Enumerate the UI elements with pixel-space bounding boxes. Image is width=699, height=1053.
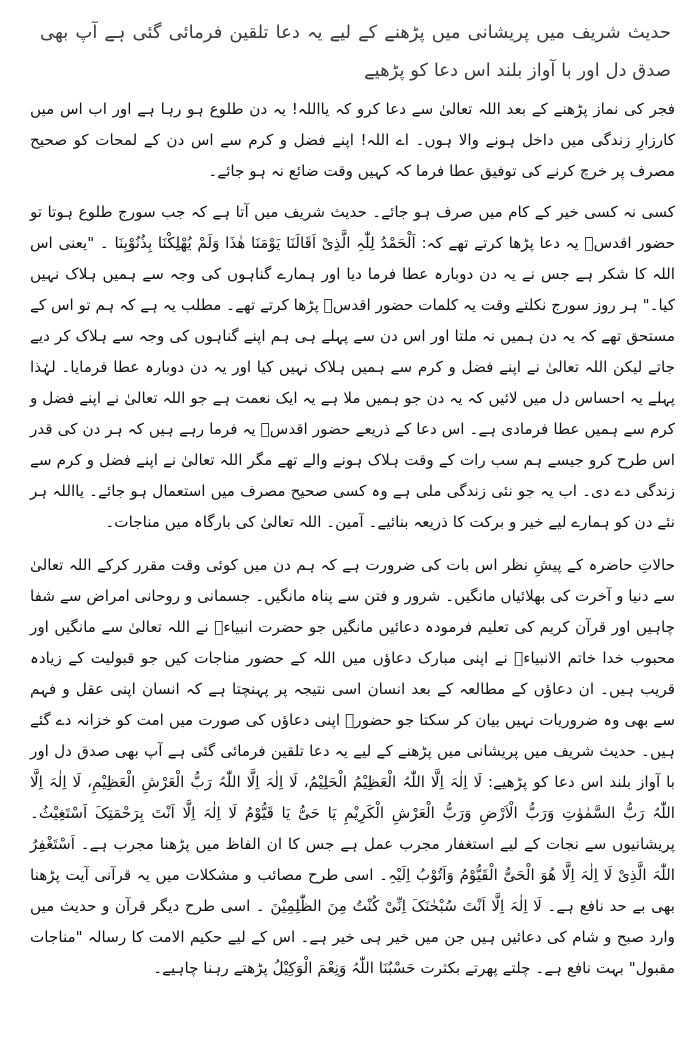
article-paragraph-3: حالاتِ حاضرہ کے پیشِ نظر اس بات کی ضرورت ہے کہ ہم دن میں کوئی وقت مقرر کرکے اللہ تعالیٰ سے دنیا و آخرت کی بھلائیاں مانگیں۔ شرور و فتن سے پناہ مانگیں۔ جسمانی و روحانی امراض سے شفا چاہیں اور قرآن کریم کی تعلیم فرمودہ دعائیں مانگیں جو حضرت انبیاءؑ نے اللہ تعالیٰ سے مانگیں اور محبوب خدا خاتم الانبیاءؐ نے اپنی مبارک دعاؤں میں اللہ کے حضور مناجات کیں جو قبولیت کے زیادہ قریب ہیں۔ ان دعاؤں کے مطالعہ کے بعد انسان اسی نتیجہ پر پہنچتا ہے کہ انسان اپنی عقل و فہم سے بھی وہ ضروریات نہیں بیان کر سکتا جو حضورؐ اپنی دعاؤں کی صورت میں امت کو خزانہ دے گئے ہیں۔ حدیث شریف میں پریشانی میں پڑھنے کے لیے یہ دعا تلقین فرمائی گئی ہے آپ بھی صدق دل اور با آواز بلند اس دعا کو پڑھیے: لَا اِلٰہَ اِلَّا اللّٰہُ الْعَظِیْمُ الْحَلِیْمُ، لَا اِلٰہَ اِلَّا اللّٰہُ رَبُّ الْعَرْشِ الْعَظِیْمِ، لَا اِلٰہَ اِلَّا اللّٰہُ رَبُّ السَّمٰوٰتِ وَرَبُّ الْاَرْضِ وَرَبُّ الْعَرْشِ الْکَرِیْمِ یَا حَیُّ یَا قَیُّوْمُ لَا اِلٰہَ اِلَّا اَنْتَ بِرَحْمَتِکَ اَسْتَغِیْثُ۔ پریشانیوں سے نجات کے لیے استغفار مجرب عمل ہے جس کا ان الفاظ میں پڑھنا مجرب ہے۔ اَسْتَغْفِرُ اللّٰہَ الَّذِیْ لَا اِلٰہَ اِلَّا ھُوَ الْحَیُّ الْقَیُّوْمُ وَاَتُوْبُ اِلَیْہِ۔ اسی طرح مصائب و مشکلات میں یہ قرآنی آیت پڑھنا بھی بے حد نافع ہے۔ لَا اِلٰہَ اِلَّا اَنْتَ سُبْحٰنَکَ اِنِّیْ کُنْتُ مِنَ الظّٰلِمِیْنَ ۔ اسی طرح دیگر قرآن و حدیث میں وارد صبح و شام کی دعائیں ہیں جن میں خیر ہی خیر ہے۔ اس کے لیے حکیم الامت کا رسالہ "مناجات مقبول" بہت نافع ہے۔ چلتے پھرتے بکثرت حَسْبُنَا اللّٰہُ وَنِعْمَ الْوَکِیْلُ پڑھتے رہنا چاہیے۔ xyxy=(30,556,675,977)
article-heading: حدیث شریف میں پریشانی میں پڑھنے کے لیے یہ دعا تلقین فرمائی گئی ہے آپ بھی صدق دل اور با آواز بلند اس دعا کو پڑھیے xyxy=(40,22,671,81)
article-paragraph-2: کسی نہ کسی خیر کے کام میں صرف ہو جائے۔ حدیث شریف میں آتا ہے کہ جب سورج طلوع ہوتا تو حضور اقدسؐ یہ دعا پڑھا کرتے تھے کہ: اَلْحَمْدُ لِلّٰہِ الَّذِیْ اَقَالَنَا یَوْمَنَا ھٰذَا وَلَمْ یُھْلِکْنَا بِذُنُوْبِنَا ۔ "یعنی اس اللہ کا شکر ہے جس نے یہ دن دوبارہ عطا فرما دیا اور ہمارے گناہوں کی وجہ سے ہمیں ہلاک نہیں کیا۔" ہر روز سورج نکلتے وقت یہ کلمات حضور اقدسؐ پڑھا کرتے تھے۔ مطلب یہ ہے کہ ہم تو اس کے مستحق تھے کہ یہ دن ہمیں نہ ملتا اور اس دن سے پہلے ہی ہم اپنے گناہوں کی وجہ سے ہلاک کر دیے جاتے لیکن اللہ تعالیٰ نے اپنے فضل و کرم سے ہمیں ہلاک نہیں کیا اور یہ دن دوبارہ عطا فرمایا۔ لہٰذا پہلے یہ احساس دل میں لائیں کہ یہ دن جو ہمیں ملا ہے یہ ایک نعمت ہے جو اللہ تعالیٰ نے اپنے فضل و کرم سے ہمیں عطا فرمادی ہے۔ اس دعا کے ذریعے حضور اقدسؐ یہ فرما رہے ہیں کہ ہر دن کی قدر اس طرح کرو جیسے ہم سب رات کے وقت ہلاک ہونے والے تھے مگر اللہ تعالیٰ نے اپنے فضل و کرم سے زندگی دے دی۔ اب یہ جو نئی زندگی ملی ہے وہ کسی صحیح مصرف میں استعمال ہو جائے۔ یااللہ ہر نئے دن کو ہمارے لیے خیر و برکت کا ذریعہ بنائیے۔ آمین۔ اللہ تعالیٰ کی بارگاہ میں مناجات۔ xyxy=(30,203,675,531)
article-paragraph-1: فجر کی نماز پڑھنے کے بعد اللہ تعالیٰ سے دعا کرو کہ یااللہ! یہ دن طلوع ہو رہا ہے اور اب اس میں کارزارِ زندگی میں داخل ہونے والا ہوں۔ اے اللہ! اپنے فضل و کرم سے اس دن کے لمحات کو صحیح مصرف پر خرچ کرنے کی توفیق عطا فرما کہ کہیں وقت ضائع نہ ہو جائے۔ xyxy=(30,100,675,180)
